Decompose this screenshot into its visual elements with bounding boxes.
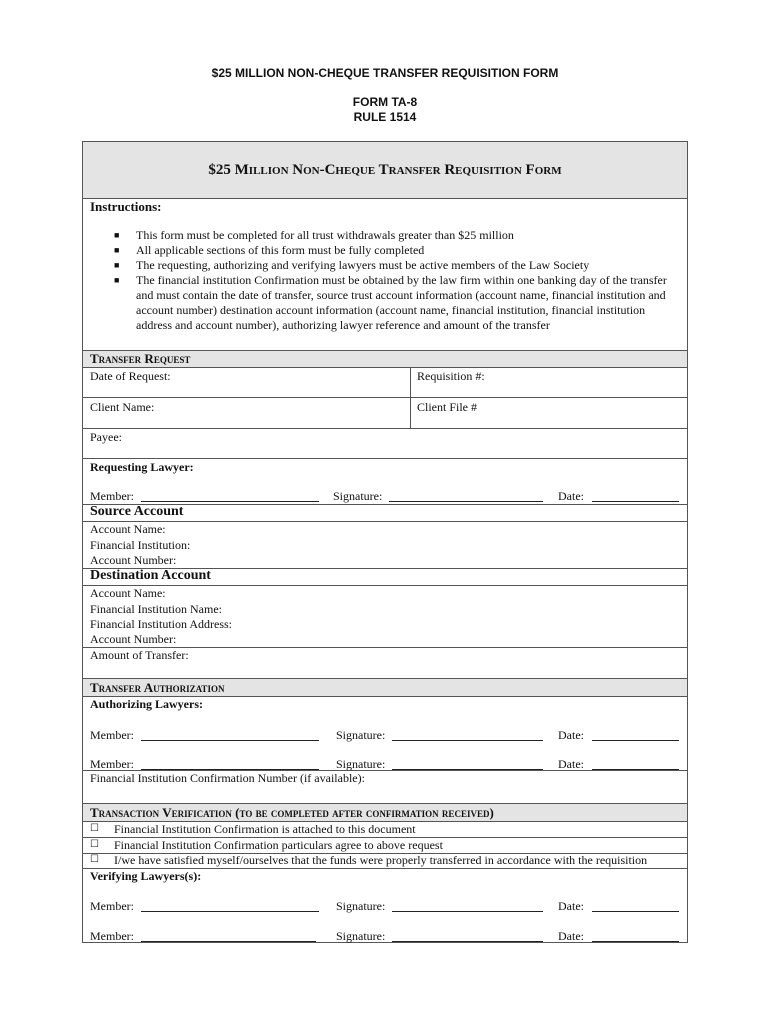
verification-item: I/we have satisfied myself/ourselves that the funds were properly transferred in accordance with the requisition <box>114 853 648 867</box>
bullet-icon: ■ <box>114 230 120 240</box>
verification-item: Financial Institution Confirmation particulars agree to above request <box>114 838 443 852</box>
member-label: Member: <box>90 929 134 943</box>
date-label: Date: <box>558 757 584 771</box>
date-label: Date: <box>558 489 584 503</box>
source-account-name-field[interactable]: Account Name: <box>90 522 166 536</box>
verification-item: Financial Institution Confirmation is attached to this document <box>114 822 416 836</box>
destination-account-name-field[interactable]: Account Name: <box>90 586 166 600</box>
signature-input[interactable] <box>389 501 543 502</box>
signature-label: Signature: <box>336 757 386 771</box>
requisition-form <box>82 141 688 943</box>
member-label: Member: <box>90 728 134 742</box>
signature-label: Signature: <box>336 728 386 742</box>
date-label: Date: <box>558 728 584 742</box>
member-input[interactable] <box>141 941 316 942</box>
date-input[interactable] <box>592 911 679 912</box>
signature-input[interactable] <box>392 740 543 741</box>
checkbox[interactable]: ☐ <box>90 854 99 865</box>
authorizing-lawyers-label: Authorizing Lawyers: <box>90 697 203 711</box>
amount-of-transfer-field[interactable]: Amount of Transfer: <box>90 648 189 662</box>
signature-input[interactable] <box>392 911 543 912</box>
divider <box>83 585 687 586</box>
date-label: Date: <box>558 929 584 943</box>
transfer-request-heading: Transfer Request <box>90 351 191 366</box>
instruction-item: ■ The requesting, authorizing and verifying lawyers must be active members of the Law Society <box>114 258 590 272</box>
transaction-verification-heading: Transaction Verification (to be completed after confirmation received) <box>90 805 494 820</box>
rule-number: RULE 1514 <box>353 110 417 124</box>
instructions-label: Instructions: <box>90 199 162 214</box>
source-financial-institution-field[interactable]: Financial Institution: <box>90 538 191 552</box>
payee-field[interactable]: Payee: <box>90 430 122 444</box>
destination-fi-name-field[interactable]: Financial Institution Name: <box>90 602 222 616</box>
confirmation-number-field[interactable]: Financial Institution Confirmation Number (if available): <box>90 771 365 785</box>
instruction-item: ■ All applicable sections of this form must be fully completed <box>114 243 425 257</box>
checkbox[interactable]: ☐ <box>90 839 99 850</box>
date-of-request-field[interactable]: Date of Request: <box>90 369 171 383</box>
page-title: $25 MILLION NON-CHEQUE TRANSFER REQUISITION FORM <box>211 66 559 80</box>
divider <box>83 458 687 459</box>
transfer-authorization-heading: Transfer Authorization <box>90 680 225 695</box>
signature-label: Signature: <box>336 929 386 943</box>
checkbox[interactable]: ☐ <box>90 823 99 834</box>
instruction-item: ■ The financial institution Confirmation must be obtained by the law firm within one banking day of the transfer and must contain the date of transfer, source trust account information (account name, financial institution and account number) destination account information (account name, financial institution, financial institution address and account number), authorizing lawyer reference and amount of the transfer <box>114 273 667 332</box>
destination-account-heading: Destination Account <box>90 568 211 583</box>
form-title: $25 Million Non-Cheque Transfer Requisition Form <box>83 142 687 199</box>
signature-label: Signature: <box>333 489 383 503</box>
bullet-icon: ■ <box>114 245 120 255</box>
divider <box>83 367 687 368</box>
member-input[interactable] <box>141 911 319 912</box>
bullet-icon: ■ <box>114 275 120 285</box>
requesting-lawyer-label: Requesting Lawyer: <box>90 460 194 474</box>
requisition-number-field[interactable]: Requisition #: <box>417 369 485 383</box>
date-input[interactable] <box>592 740 679 741</box>
form-number: FORM TA-8 <box>352 95 418 109</box>
source-account-heading: Source Account <box>90 504 184 519</box>
date-input[interactable] <box>592 941 679 942</box>
divider <box>83 428 687 429</box>
client-file-field[interactable]: Client File # <box>417 400 477 414</box>
divider <box>83 397 687 398</box>
client-name-field[interactable]: Client Name: <box>90 400 155 414</box>
member-label: Member: <box>90 489 134 503</box>
instruction-item: ■ This form must be completed for all trust withdrawals greater than $25 million <box>114 228 514 242</box>
destination-account-number-field[interactable]: Account Number: <box>90 632 177 646</box>
member-label: Member: <box>90 757 134 771</box>
signature-input[interactable] <box>392 941 543 942</box>
instructions-list <box>111 228 681 333</box>
member-label: Member: <box>90 899 134 913</box>
destination-fi-address-field[interactable]: Financial Institution Address: <box>90 617 232 631</box>
member-input[interactable] <box>141 501 319 502</box>
source-account-number-field[interactable]: Account Number: <box>90 553 177 567</box>
verifying-lawyers-label: Verifying Lawyers(s): <box>90 869 202 883</box>
signature-label: Signature: <box>336 899 386 913</box>
divider <box>83 521 687 522</box>
date-input[interactable] <box>592 501 679 502</box>
member-input[interactable] <box>141 740 319 741</box>
date-label: Date: <box>558 899 584 913</box>
bullet-icon: ■ <box>114 260 120 270</box>
